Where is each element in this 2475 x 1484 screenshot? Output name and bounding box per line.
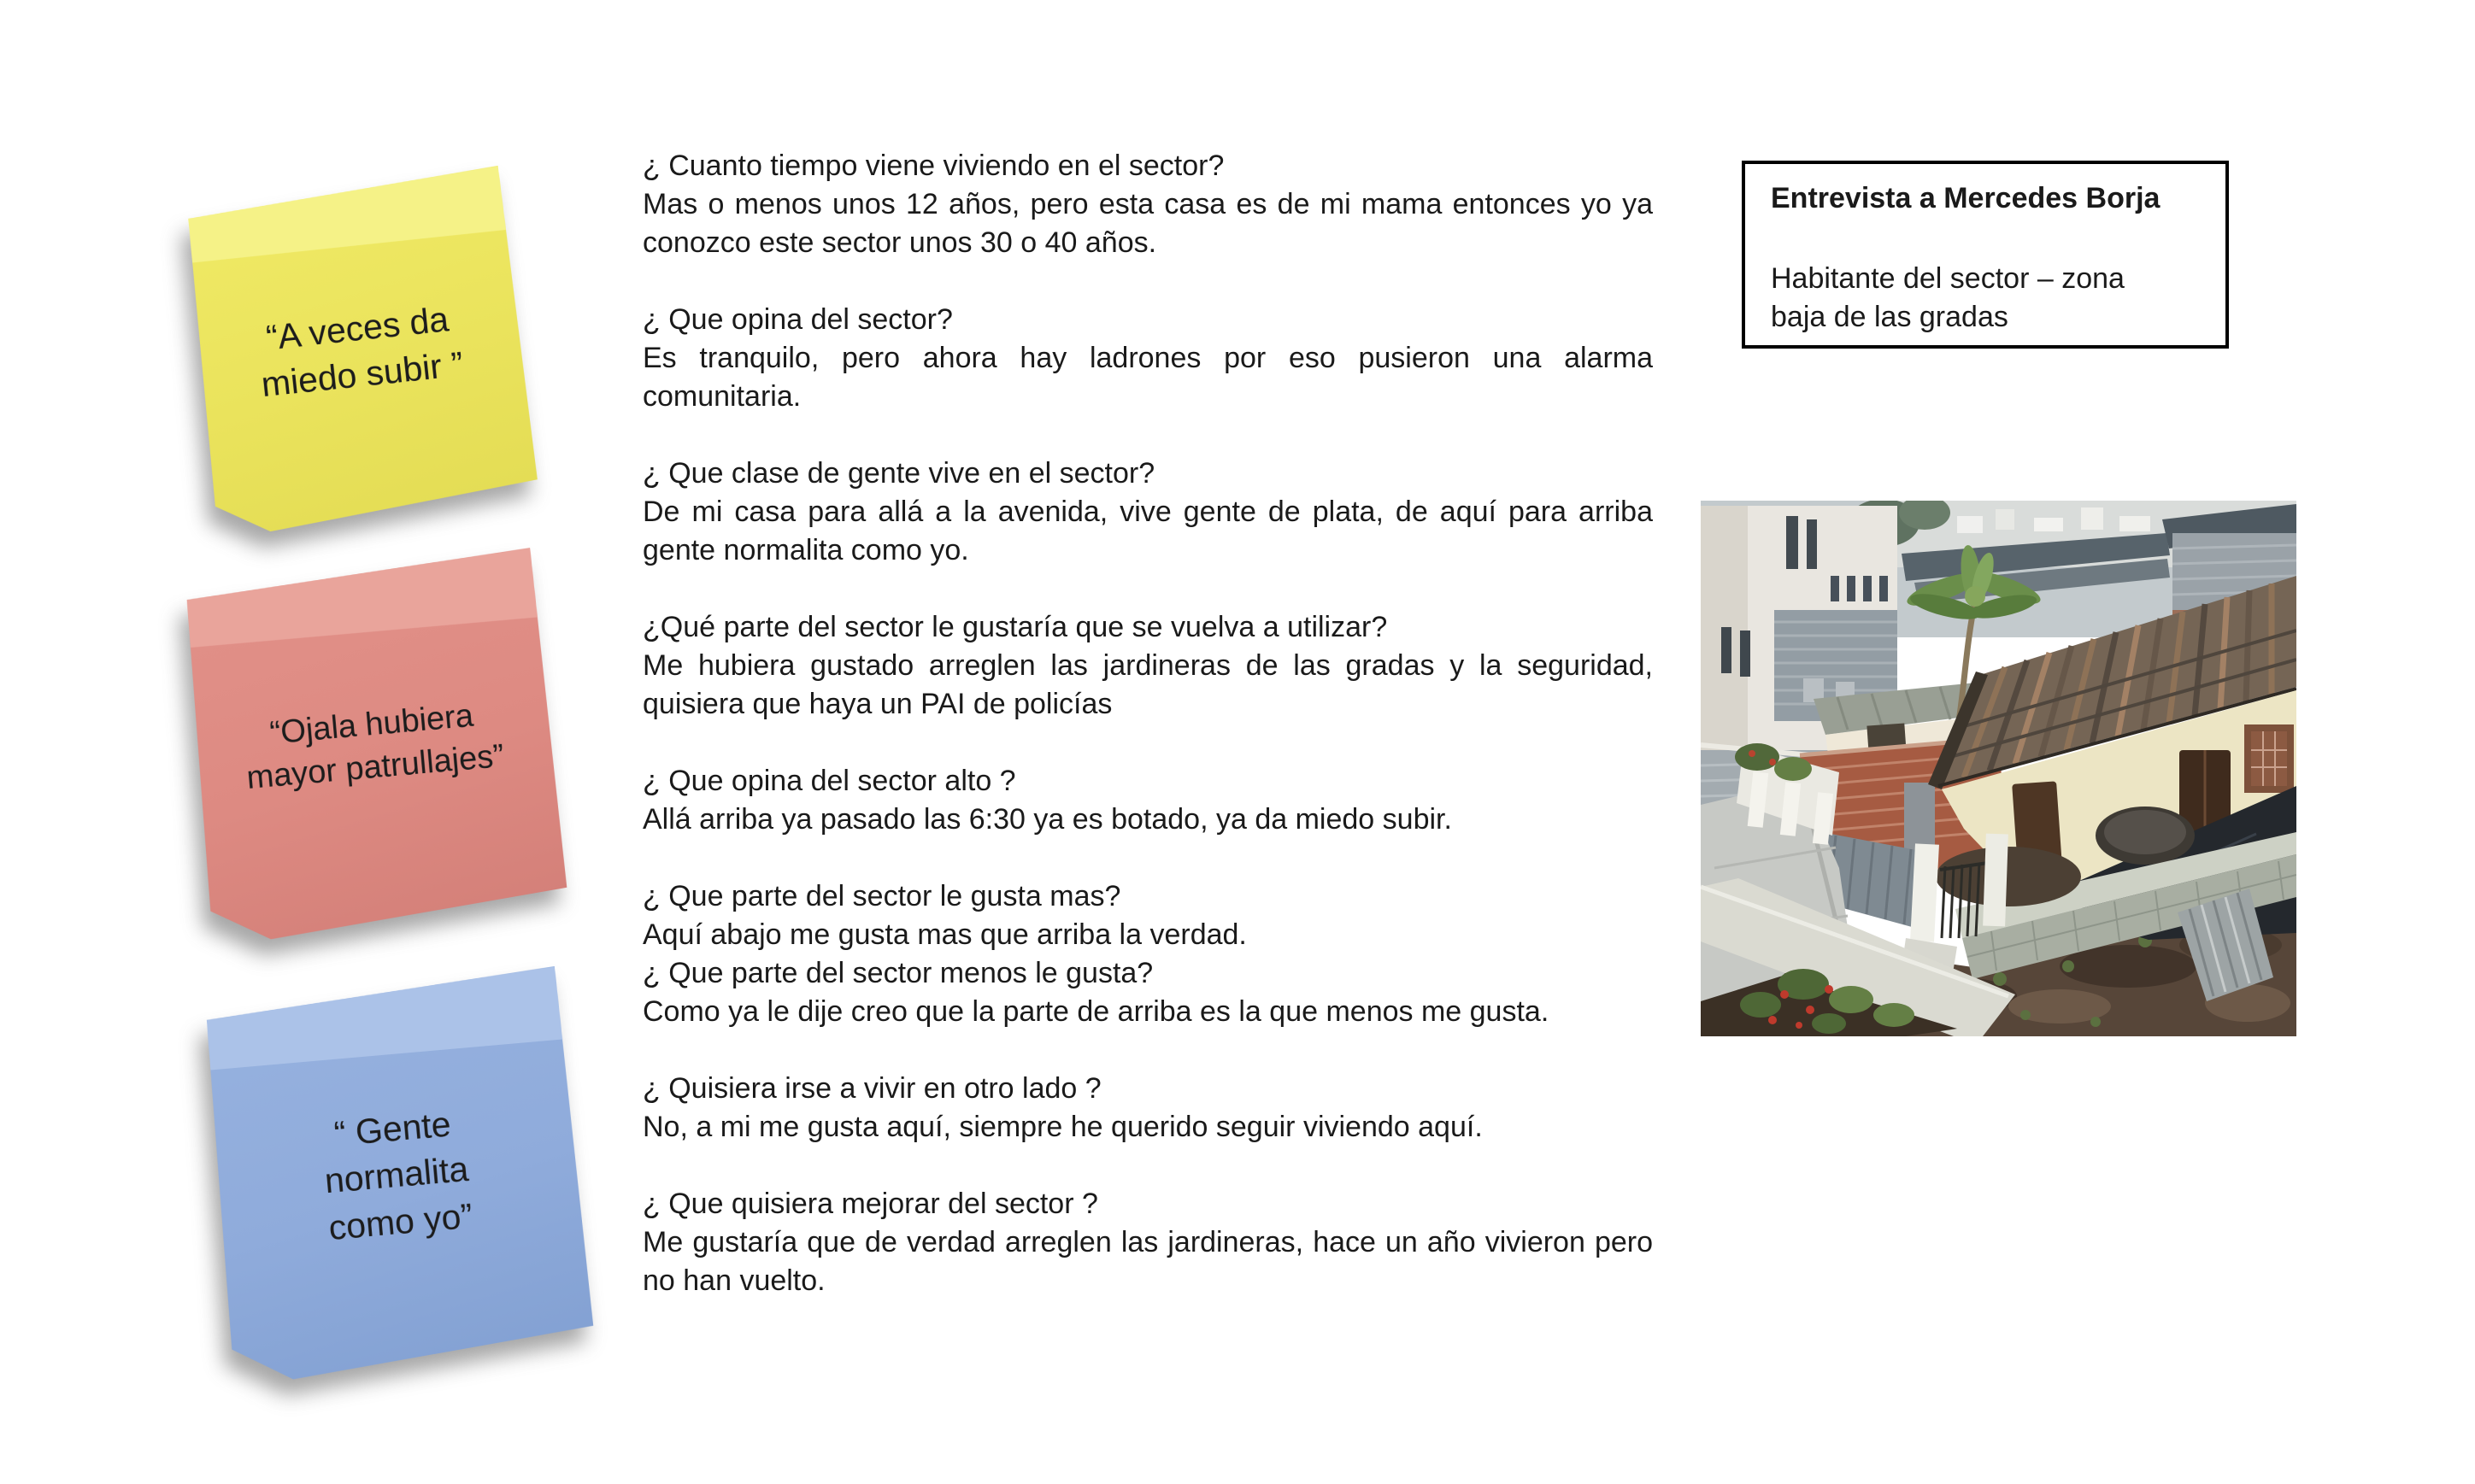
question: ¿ Que clase de gente vive en el sector? [643,457,1155,490]
answer: Allá arriba ya pasado las 6:30 ya es botado, ya da miedo subir. [643,803,1452,836]
interview-qa-column [643,147,1653,1339]
interview-info-box [1742,161,2229,349]
answer: Aquí abajo me gusta mas que arriba la verdad. [643,918,1247,951]
question: ¿ Que opina del sector alto ? [643,765,1016,797]
qa-group-6 [643,877,1653,1031]
qa-group-7 [643,1070,1653,1147]
neighborhood-photo [1701,501,2296,1036]
sticky-note-blue [197,965,596,1385]
sticky-note-quote: “ Gente normalita como yo” [322,1104,474,1247]
question: ¿ Que quisiera mejorar del sector ? [643,1188,1098,1220]
qa-group-4 [643,608,1653,724]
qa-group-5 [643,762,1653,839]
info-box-subtitle: Habitante del sector – zona baja de las gradas [1771,262,2125,333]
question: ¿ Que parte del sector le gusta mas? [643,880,1121,912]
qa-group-1 [643,147,1653,262]
question: ¿ Que parte del sector menos le gusta? [643,957,1154,989]
sticky-note-red [178,547,569,944]
question: ¿Qué parte del sector le gustaría que se vuelva a utilizar? [643,611,1388,643]
answer: Me hubiera gustado arreglen las jardineras de las gradas y la seguridad, quisiera que haya un PAI de policías [643,649,1653,720]
qa-group-3 [643,455,1653,570]
sticky-note-flap [178,547,544,648]
sticky-note-yellow [179,165,540,537]
sticky-note-quote: “A veces da miedo subir ” [259,298,466,405]
answer: Mas o menos unos 12 años, pero esta casa es de mi mama entonces yo ya conozco este sector unos 30 o 40 años. [643,188,1653,259]
sticky-note-quote: “Ojala hubiera mayor patrullajes” [244,697,506,796]
question: ¿ Cuanto tiempo viene viviendo en el sector? [643,150,1225,182]
question: ¿ Quisiera irse a vivir en otro lado ? [643,1072,1102,1105]
answer: De mi casa para allá a la avenida, vive gente de plata, de aquí para arriba gente normalita como yo. [643,496,1653,566]
sticky-note-flap [197,965,568,1070]
qa-group-8 [643,1185,1653,1300]
answer: Es tranquilo, pero ahora hay ladrones por eso pusieron una alarma comunitaria. [643,342,1653,413]
answer: Me gustaría que de verdad arreglen las jardineras, hace un año vivieron pero no han vuelto. [643,1226,1653,1297]
answer: Como ya le dije creo que la parte de arriba es la que menos me gusta. [643,995,1549,1028]
info-box-title: Entrevista a Mercedes Borja [1771,182,2160,214]
answer: No, a mi me gusta aquí, siempre he querido seguir viviendo aquí. [643,1111,1483,1143]
question: ¿ Que opina del sector? [643,303,953,336]
qa-group-2 [643,301,1653,416]
sticky-note-flap [179,165,511,263]
